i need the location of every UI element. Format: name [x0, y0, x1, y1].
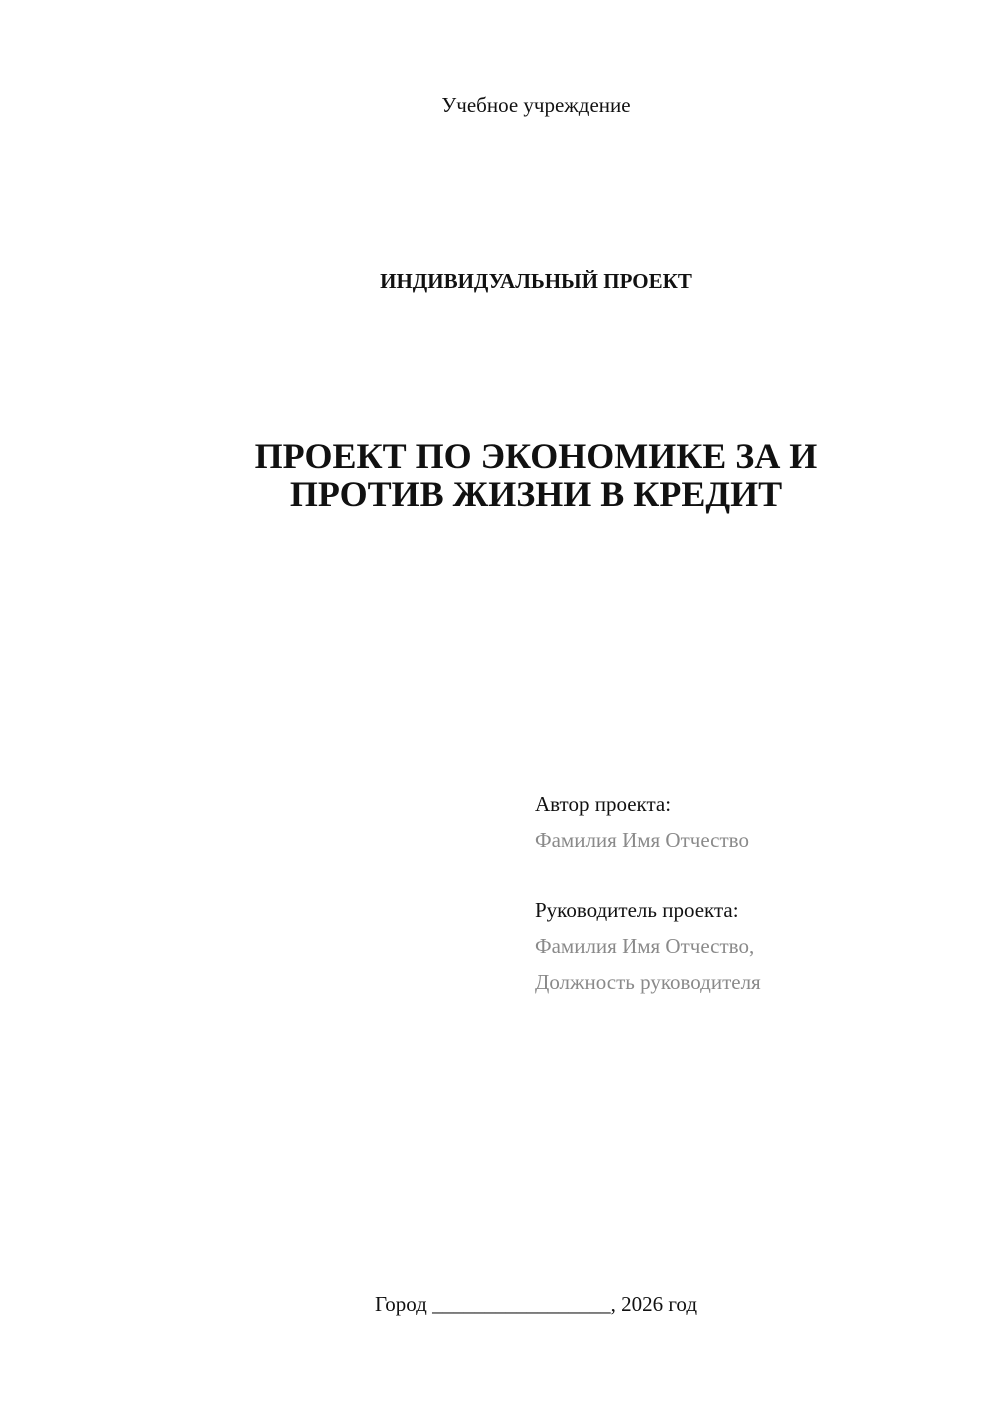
project-title	[0, 437, 1000, 513]
info-spacer	[535, 858, 975, 892]
supervisor-label: Руководитель проекта:	[535, 898, 739, 922]
project-title-line-2: ПРОТИВ ЖИЗНИ В КРЕДИТ	[289, 474, 783, 514]
project-title-line-1: ПРОЕКТ ПО ЭКОНОМИКЕ ЗА И	[254, 436, 818, 476]
institution-name: Учебное учреждение	[441, 93, 631, 117]
supervisor-position: Должность руководителя	[535, 970, 761, 994]
supervisor-name: Фамилия Имя Отчество,	[535, 934, 755, 958]
project-info-block	[535, 786, 975, 1000]
city-year-line: Город _________________, 2026 год	[374, 1292, 698, 1316]
author-name: Фамилия Имя Отчество	[535, 828, 749, 852]
author-label: Автор проекта:	[535, 792, 672, 816]
project-type-heading: ИНДИВИДУАЛЬНЫЙ ПРОЕКТ	[380, 269, 692, 293]
